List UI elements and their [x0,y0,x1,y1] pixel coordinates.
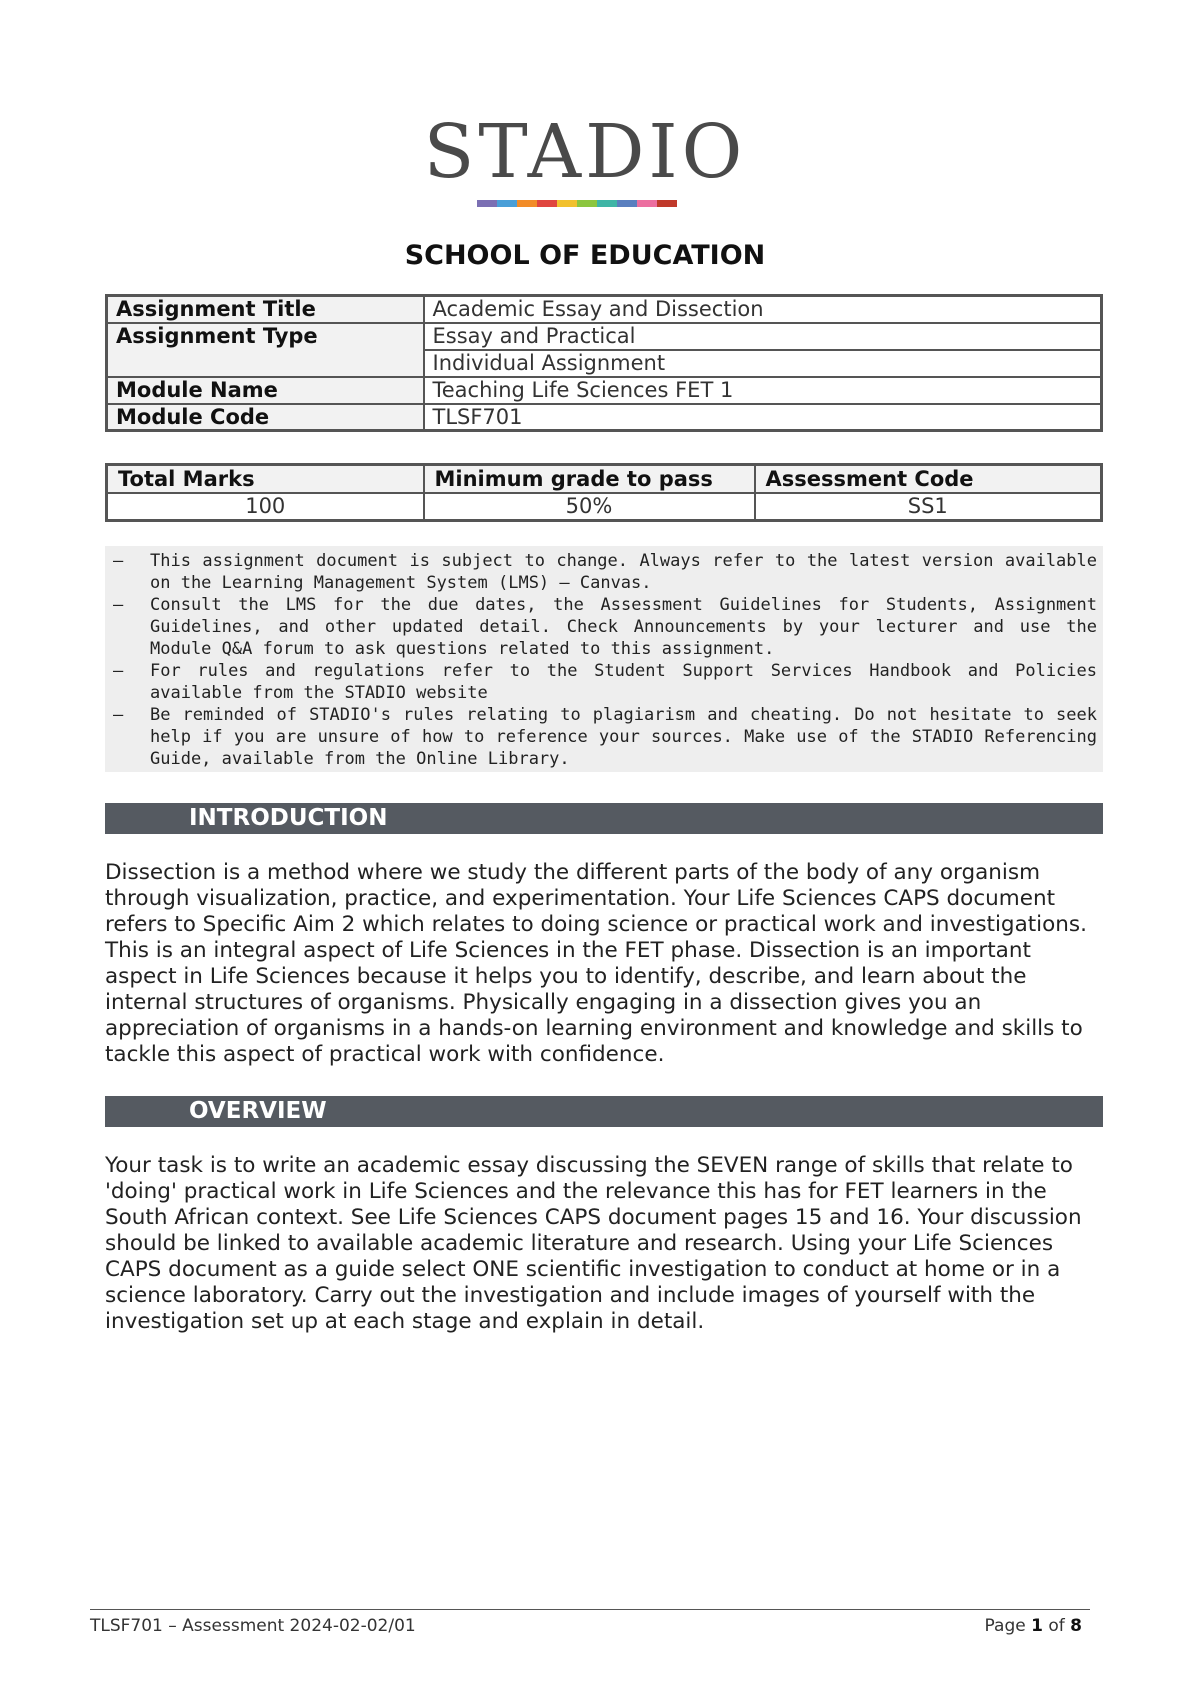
list-item: – This assignment document is subject to change. Always refer to the latest version available on the Learning Management System (LMS) – Canvas. [113,550,1097,594]
current-page: 1 [1031,1616,1043,1636]
table-row [107,404,1102,431]
introduction-text: Dissection is a method where we study the different parts of the body of any organism through visualization, practice, and experimentation. Your Life Sciences CAPS document refers to Specific Aim 2 which relates to doing science or practical work and investigations. This is an integral aspect of Life Sciences in the FET phase. Dissection is an important aspect in Life Sciences because it helps you to identify, describe, and learn about the internal structures of organisms. Physically engaging in a dissection gives you an appreciation of organisms in a hands-on learning environment and knowledge and skills to tackle this aspect of practical work with confidence. [105,860,1087,1067]
logo-color-stripes [477,200,677,207]
assessment-code-header: Assessment Code [755,465,1102,493]
of-word: of [1048,1616,1065,1636]
assignment-title-value: Academic Essay and Dissection [424,296,1102,323]
module-code-label: Module Code [107,404,424,431]
module-code-value: TLSF701 [424,404,1102,431]
logo-stripe [597,200,617,207]
table-row [107,323,1102,350]
assignment-title-label: Assignment Title [107,296,424,323]
total-pages: 8 [1070,1616,1082,1636]
total-marks-header: Total Marks [107,465,424,493]
table-header-row [107,465,1102,493]
table-row [107,493,1102,521]
assessment-code-value: SS1 [755,493,1102,521]
school-title: SCHOOL OF EDUCATION [404,240,766,271]
logo-stripe [617,200,637,207]
page-word: Page [984,1616,1026,1636]
assignment-info-table [105,294,1103,432]
list-item: – Be reminded of STADIO's rules relating to plagiarism and cheating. Do not hesitate to seek help if you are unsure of how to reference your sources. Make use of the STADIO Referencing Guide, available from the Online Library. [113,704,1097,770]
introduction-heading: INTRODUCTION [105,803,1103,834]
logo-stripe [657,200,677,207]
min-grade-header: Minimum grade to pass [424,465,755,493]
total-marks-value: 100 [107,493,424,521]
assignment-type-value-2: Individual Assignment [424,350,1102,377]
notes-box [105,546,1103,772]
footer-document-code: TLSF701 – Assessment 2024-02-02/01 [90,1616,416,1636]
module-name-value: Teaching Life Sciences FET 1 [424,377,1102,404]
list-item: – Consult the LMS for the due dates, the Assessment Guidelines for Students, Assignment Guidelines, and other updated detail. Check Announcements by your lecturer and use the Module Q&A forum to ask questions related to this assignment. [113,594,1097,660]
table-row [107,377,1102,404]
assignment-type-value: Essay and Practical [424,323,1102,350]
marks-table [105,463,1103,522]
logo-wordmark: STADIO [423,109,747,195]
overview-text: Your task is to write an academic essay discussing the SEVEN range of skills that relate to 'doing' practical work in Life Sciences and the relevance this has for FET learners in the South African context. See Life Sciences CAPS document pages 15 and 16. Your discussion should be linked to available academic literature and research. Using your Life Sciences CAPS document as a guide select ONE scientific investigation to conduct at home or in a science laboratory. Carry out the investigation and include images of yourself with the investigation set up at each stage and explain in detail. [105,1153,1082,1334]
module-name-label: Module Name [107,377,424,404]
stadio-logo [405,108,765,213]
logo-stripe [557,200,577,207]
assignment-type-label: Assignment Type [107,323,424,377]
list-item: – For rules and regulations refer to the Student Support Services Handbook and Policies available from the STADIO website [113,660,1097,704]
logo-stripe [497,200,517,207]
table-row [107,296,1102,323]
logo-stripe [477,200,497,207]
footer-divider [90,1609,1090,1610]
logo-stripe [577,200,597,207]
logo-stripe [537,200,557,207]
min-grade-value: 50% [424,493,755,521]
overview-heading: OVERVIEW [105,1096,1103,1127]
footer-page-number [985,1616,1082,1636]
logo-stripe [637,200,657,207]
logo-stripe [517,200,537,207]
